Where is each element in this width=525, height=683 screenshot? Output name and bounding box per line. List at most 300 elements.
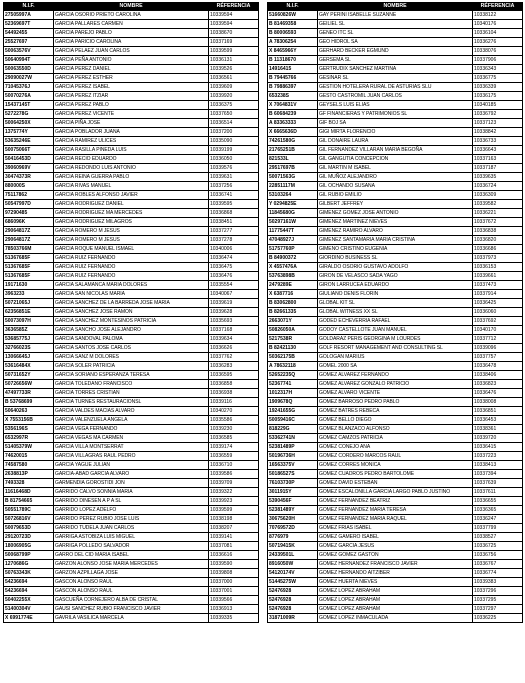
- reference-cell: 10336476: [473, 389, 523, 398]
- nif-cell: 21765251B: [268, 146, 318, 155]
- table-row: [4, 524, 259, 533]
- reference-cell: 10336343: [473, 65, 523, 74]
- name-cell: GARZON ALONSO JOSE MARIA MERCEDES: [54, 560, 209, 569]
- nif-cell: B 60684239: [268, 110, 318, 119]
- nif-header: N.I.F.: [268, 3, 318, 11]
- table-row: [4, 146, 259, 155]
- name-cell: GF FINANCIERAS Y PATRIMONIOS SL: [318, 110, 473, 119]
- name-cell: GOMEZ ALVAREZ GONZALO PATRICIO: [318, 380, 473, 389]
- name-cell: GARMENDIA GOROSTIDI JON: [54, 479, 209, 488]
- name-cell: GERSEMA SL: [318, 56, 473, 65]
- table-row: [268, 443, 523, 452]
- reference-cell: 10337256: [209, 182, 259, 191]
- nif-cell: 53685775J: [4, 335, 54, 344]
- nif-cell: 50726816V: [4, 515, 54, 524]
- nif-cell: 31871009R: [268, 614, 318, 623]
- name-cell: GARCIA VEGAS MA CARMEN: [54, 434, 209, 443]
- table-row: [268, 263, 523, 272]
- reference-cell: 10339199: [209, 146, 259, 155]
- name-cell: GARCIA RODRIGUEZ MA MERCEDES: [54, 209, 209, 218]
- table-row: [268, 245, 523, 254]
- name-cell: GOLDARAZ PERIS GEORGINA M LOURDES: [318, 335, 473, 344]
- name-cell: GIL RUBIO EMILIO: [318, 191, 473, 200]
- nif-cell: B 81469358: [268, 20, 318, 29]
- reference-cell: 10340185: [473, 101, 523, 110]
- reference-cell: 10336820: [473, 236, 523, 245]
- table-row: [4, 605, 259, 614]
- name-cell: GIULIANO DENIS FLORIN: [318, 290, 473, 299]
- reference-cell: 10337672: [473, 218, 523, 227]
- nif-cell: 76103730P: [268, 479, 318, 488]
- table-row: [4, 533, 259, 542]
- name-cell: GOMEZ LOPEZ INMACULADA: [318, 614, 473, 623]
- table-row: [4, 560, 259, 569]
- reference-cell: 10337757: [473, 353, 523, 362]
- reference-cell: 10339661: [473, 272, 523, 281]
- reference-cell: 10338413: [473, 461, 523, 470]
- name-cell: GOMEZ ESCALONILLA GARCIA LARGO PABLO JUSTINO: [318, 488, 473, 497]
- table-row: [4, 569, 259, 578]
- table-row: [4, 479, 259, 488]
- name-cell: GARCIA RASILLA PINEDA LUIS: [54, 146, 209, 155]
- nif-cell: 47048927J: [268, 236, 318, 245]
- reference-cell: 10339709: [209, 479, 259, 488]
- table-row: [4, 470, 259, 479]
- table-row: [4, 416, 259, 425]
- nif-cell: 29064817Z: [4, 236, 54, 245]
- table-row: [4, 56, 259, 65]
- table-row: [4, 29, 259, 38]
- nif-cell: 29090027W: [4, 74, 54, 83]
- name-cell: GIL OCHANDO SUSANA: [318, 182, 473, 191]
- nif-cell: A 83363333: [268, 119, 318, 128]
- table-row: [268, 74, 523, 83]
- nif-cell: 3011915Y: [268, 488, 318, 497]
- name-cell: GARCIA TORRES CRISTIAN: [54, 389, 209, 398]
- table-row: [268, 173, 523, 182]
- table-row: [268, 578, 523, 587]
- name-cell: GOMEZ FERNANDEZ BEATRIZ: [318, 497, 473, 506]
- name-cell: GARCIA REDONDO LUIS ANTONIO: [54, 164, 209, 173]
- name-cell: GARCIA PIÑA JOSE: [54, 119, 209, 128]
- nif-cell: 50063550D: [4, 65, 54, 74]
- table-row: [268, 92, 523, 101]
- reference-cell: 10336595: [209, 371, 259, 380]
- nif-cell: 52652235Q: [268, 371, 318, 380]
- nif-cell: B 83062800: [268, 299, 318, 308]
- reference-cell: 10336050: [209, 155, 259, 164]
- table-row: [268, 209, 523, 218]
- table-row: [268, 119, 523, 128]
- reference-cell: 10339116: [209, 398, 259, 407]
- table-row: [4, 398, 259, 407]
- table-row: [268, 164, 523, 173]
- reference-cell: 10337277: [209, 227, 259, 236]
- name-cell: GARCIA PEREZ PABLO: [54, 101, 209, 110]
- table-row: [268, 299, 523, 308]
- name-cell: GIL MUÑOZ ALEJANDRO: [318, 173, 473, 182]
- name-cell: GARCIA OSORIO PRIETO CAROLINA: [54, 11, 209, 20]
- name-cell: GARRIDO CALVO SONNIA MARIA: [54, 488, 209, 497]
- nif-cell: B 82661335: [268, 308, 318, 317]
- reference-cell: 10337123: [473, 119, 523, 128]
- table-row: [4, 614, 259, 623]
- nif-cell: 51445275W: [268, 578, 318, 587]
- reference-cell: 10337692: [473, 317, 523, 326]
- table-row: [268, 569, 523, 578]
- nif-cell: 52476928: [268, 605, 318, 614]
- table-row: [268, 497, 523, 506]
- reference-cell: 10336247: [473, 515, 523, 524]
- table-row: [268, 344, 523, 353]
- name-cell: GODED ECHEVERRIA RAFAEL: [318, 317, 473, 326]
- nif-cell: 11845680G: [268, 209, 318, 218]
- table-row: [4, 191, 259, 200]
- table-row: [4, 101, 259, 110]
- name-cell: GODOY CASTELLOTE JUAN MANUEL: [318, 326, 473, 335]
- name-cell: GARCIA VILLA MONTSERRAT: [54, 443, 209, 452]
- name-cell: GOMEZ HERNANDEZ FRANCISCO JAVIER: [318, 560, 473, 569]
- reference-cell: 10337611: [473, 488, 523, 497]
- name-cell: GARCIA VALENZUELA ANGELA: [54, 416, 209, 425]
- name-cell: GOMEZ BARROSO PEDRO PABLO: [318, 398, 473, 407]
- table-row: [4, 11, 259, 20]
- name-cell: GEILIEL SL: [318, 20, 473, 29]
- reference-cell: 10336585: [209, 434, 259, 443]
- left-table-body: [4, 11, 259, 623]
- nif-cell: 54120174V: [268, 569, 318, 578]
- reference-cell: 10336733: [473, 137, 523, 146]
- table-row: [268, 272, 523, 281]
- nif-cell: 50731652Y: [4, 371, 54, 380]
- reference-cell: 10338076: [473, 47, 523, 56]
- nif-cell: 52476928: [268, 587, 318, 596]
- name-cell: GAY PERINI ISABELLE SUZANNE: [318, 11, 473, 20]
- name-cell: GARCIA-ABAD GARCIA ALVARO: [54, 470, 209, 479]
- left-column: [3, 2, 258, 623]
- reference-cell: 10335693: [209, 317, 259, 326]
- table-row: [268, 533, 523, 542]
- name-cell: GARCIA SANDOVAL PALOMA: [54, 335, 209, 344]
- table-row: [268, 506, 523, 515]
- reference-cell: 10339174: [209, 443, 259, 452]
- table-row: [268, 470, 523, 479]
- table-row: [268, 416, 523, 425]
- name-cell: GARCIA REINA GUERRA PABLO: [54, 173, 209, 182]
- reference-cell: 10339619: [209, 299, 259, 308]
- name-cell: GARCIA RUIZ FERNANDO: [54, 263, 209, 272]
- table-row: [268, 362, 523, 371]
- name-cell: GARRIDO LOPEZ ADELFO: [54, 506, 209, 515]
- reference-cell: 10338527: [473, 533, 523, 542]
- nif-cell: 3636585Z: [4, 326, 54, 335]
- name-cell: GOMEZ BATRES REBECA: [318, 407, 473, 416]
- table-row: [4, 47, 259, 56]
- nif-cell: 50079653D: [4, 524, 54, 533]
- table-row: [4, 407, 259, 416]
- left-table: [3, 2, 259, 623]
- nif-cell: 5356196S: [4, 425, 54, 434]
- table-row: [268, 38, 523, 47]
- name-cell: GARCIA RODRIGUEZ MILAGROS: [54, 218, 209, 227]
- nif-cell: 821533L: [268, 155, 318, 164]
- name-cell: GIL DONAIRE LAURA: [318, 137, 473, 146]
- name-cell: GOMEZ FERNANDEZ MARIA RAQUEL: [318, 515, 473, 524]
- name-cell: GARCIA SALAMANCA MARIA DOLORES: [54, 281, 209, 290]
- name-cell: GOMEZ HUERTA NIEVES: [318, 578, 473, 587]
- table-row: [4, 515, 259, 524]
- name-cell: GARCIA SORIANO ESPERANZA TERESA: [54, 371, 209, 380]
- nif-cell: 39060969V: [4, 164, 54, 173]
- reference-cell: 10336131: [209, 56, 259, 65]
- reference-cell: 10337297: [473, 605, 523, 614]
- reference-cell: 10336626: [209, 344, 259, 353]
- reference-cell: 10336559: [209, 452, 259, 461]
- name-cell: GIRALDO OSORIO GUSTAVO ADOLFO: [318, 263, 473, 272]
- name-cell: GASCON ALONSO RAUL: [54, 587, 209, 596]
- nif-cell: 5272278G: [4, 110, 54, 119]
- reference-cell: 10336774: [473, 569, 523, 578]
- reference-cell: 10336643: [473, 146, 523, 155]
- table-row: [268, 551, 523, 560]
- nif-cell: 50640994T: [4, 56, 54, 65]
- nif-cell: 51757760P: [268, 245, 318, 254]
- reference-cell: 10337639: [473, 479, 523, 488]
- reference-cell: 10337081: [209, 542, 259, 551]
- name-cell: GERHARD BECKER EGMUND: [318, 47, 473, 56]
- reference-cell: 10339582: [473, 200, 523, 209]
- table-row: [268, 83, 523, 92]
- reference-cell: 10337650: [209, 110, 259, 119]
- name-cell: GOMEL 2000 SA: [318, 362, 473, 371]
- reference-cell: 10338842: [473, 128, 523, 137]
- table-row: [4, 578, 259, 587]
- table-row: [4, 128, 259, 137]
- name-cell: GARRIGA ASTOBIZA LUIS MIGUEL: [54, 533, 209, 542]
- right-column: [267, 2, 522, 623]
- table-row: [4, 434, 259, 443]
- table-row: [268, 335, 523, 344]
- table-row: [268, 11, 523, 20]
- table-row: [4, 254, 259, 263]
- nif-cell: 6532997R: [4, 434, 54, 443]
- table-row: [4, 506, 259, 515]
- nif-cell: 1270686G: [4, 560, 54, 569]
- nif-cell: 51660826W: [268, 11, 318, 20]
- nif-cell: 880000S: [4, 182, 54, 191]
- table-row: [268, 56, 523, 65]
- table-row: [268, 614, 523, 623]
- reference-cell: 10336767: [473, 560, 523, 569]
- right-table: [267, 2, 523, 623]
- name-cell: GOMEZ CAMZOS PATRICIA: [318, 434, 473, 443]
- nif-cell: X 4557476A: [268, 263, 318, 272]
- table-row: [268, 308, 523, 317]
- name-cell: GIMENEZ RAMIRO ALVARO: [318, 227, 473, 236]
- reference-cell: 10337295: [473, 596, 523, 605]
- table-row: [4, 362, 259, 371]
- table-row: [268, 281, 523, 290]
- nif-cell: 25527697: [4, 38, 54, 47]
- reference-cell: 10339628: [209, 308, 259, 317]
- reference-cell: 10336938: [209, 389, 259, 398]
- name-header: NOMBRE: [318, 3, 473, 11]
- table-row: [4, 380, 259, 389]
- name-cell: GIMENEZ MARTINEZ NIEVES: [318, 218, 473, 227]
- table-row: [4, 236, 259, 245]
- name-cell: GIF BOJ SA: [318, 119, 473, 128]
- reference-cell: 10336221: [473, 209, 523, 218]
- reference-cell: 10340170: [473, 326, 523, 335]
- table-row: [268, 398, 523, 407]
- name-cell: GARCIA PEÑA ANTONIO: [54, 56, 209, 65]
- nif-cell: 52369697T: [4, 20, 54, 29]
- nif-cell: 18006905G: [4, 542, 54, 551]
- nif-cell: 5217538R: [268, 335, 318, 344]
- nif-cell: B 81754665: [4, 497, 54, 506]
- nif-cell: 50063576V: [4, 47, 54, 56]
- name-cell: GIL MARTIN M ISABEL: [318, 164, 473, 173]
- reference-cell: 10338451: [209, 218, 259, 227]
- name-cell: GARCIA RECIO EDUARDO: [54, 155, 209, 164]
- reference-cell: 10339594: [209, 20, 259, 29]
- table-row: [268, 560, 523, 569]
- reference-cell: 10337168: [209, 326, 259, 335]
- name-cell: GARCIA ROMERO M JESUS: [54, 227, 209, 236]
- table-row: [4, 164, 259, 173]
- table-row: [4, 263, 259, 272]
- reference-cell: 10337296: [473, 587, 523, 596]
- name-cell: GOMEZ BLANZACO ALFONSO: [318, 425, 473, 434]
- table-row: [268, 434, 523, 443]
- name-cell: GARCIA SANZ M DOLORES: [54, 353, 209, 362]
- table-row: [268, 515, 523, 524]
- reference-cell: 10336616: [209, 551, 259, 560]
- name-cell: GARRIGA POLLEDO SALVADOR: [54, 542, 209, 551]
- nif-cell: 51367685F: [4, 263, 54, 272]
- name-cell: GARCIA PELAEZ JUAN CARLOS: [54, 47, 209, 56]
- table-row: [268, 371, 523, 380]
- name-cell: GILBERT JEFFREY: [318, 200, 473, 209]
- reference-cell: 10339634: [209, 335, 259, 344]
- reference-cell: 10335586: [209, 416, 259, 425]
- nif-cell: 29120723D: [4, 533, 54, 542]
- nif-cell: 3963233: [4, 290, 54, 299]
- table-row: [268, 290, 523, 299]
- name-cell: GIRON LARRUCEA EDUARDO: [318, 281, 473, 290]
- reference-cell: 10336741: [209, 191, 259, 200]
- table-row: [4, 299, 259, 308]
- nif-cell: 53362741N: [268, 434, 318, 443]
- name-cell: GOMEZ CUADROS PEDRO BARTOLOME: [318, 470, 473, 479]
- nif-cell: 8916050W: [268, 560, 318, 569]
- nif-cell: B 80006593: [268, 29, 318, 38]
- name-cell: GIRON DE VELASCO SADA YAGO: [318, 272, 473, 281]
- table-row: [4, 371, 259, 380]
- reference-cell: 10338670: [209, 29, 259, 38]
- table-row: [268, 389, 523, 398]
- table-row: [4, 542, 259, 551]
- table-row: [268, 425, 523, 434]
- table-row: [268, 146, 523, 155]
- nif-cell: 686096K: [4, 218, 54, 227]
- nif-cell: 16563375V: [268, 461, 318, 470]
- reference-cell: 10336838: [473, 227, 523, 236]
- reference-cell: 10339599: [209, 506, 259, 515]
- name-cell: GOMEZ LOPEZ ABRAHAM: [318, 605, 473, 614]
- table-row: [268, 128, 523, 137]
- name-cell: GOMEZ ALVARO VICENTE: [318, 389, 473, 398]
- table-row: [4, 227, 259, 236]
- table-row: [4, 119, 259, 128]
- reference-cell: 10339599: [209, 47, 259, 56]
- reference-cell: 10336710: [209, 461, 259, 470]
- nif-cell: 1012317H: [268, 389, 318, 398]
- table-row: [268, 326, 523, 335]
- nif-cell: B 79445766: [268, 74, 318, 83]
- reference-cell: 10339335: [209, 614, 259, 623]
- reference-cell: 10335090: [209, 137, 259, 146]
- nif-cell: 51367685F: [4, 254, 54, 263]
- table-row: [4, 497, 259, 506]
- table-row: [268, 524, 523, 533]
- table-row: [4, 74, 259, 83]
- name-cell: GOMEZ GOMEZ GASTON: [318, 551, 473, 560]
- table-row: [4, 182, 259, 191]
- nif-cell: 50297161W: [268, 218, 318, 227]
- reference-cell: 10337200: [209, 128, 259, 137]
- table-row: [268, 317, 523, 326]
- nif-cell: 54236694: [4, 587, 54, 596]
- nif-cell: 1909678Q: [268, 398, 318, 407]
- nif-cell: 14916415: [268, 65, 318, 74]
- nif-cell: 30474373R: [4, 173, 54, 182]
- name-cell: GARCIA PAREJO PABLO: [54, 29, 209, 38]
- reference-cell: 10336476: [209, 272, 259, 281]
- name-cell: GOMEZ DAVID ESTEBAN: [318, 479, 473, 488]
- name-cell: GASCUEÑA CORNEJERO ALBA DE CRISTAL: [54, 596, 209, 605]
- table-row: [4, 38, 259, 47]
- nif-cell: 11775447T: [268, 227, 318, 236]
- table-row: [268, 461, 523, 470]
- reference-cell: 10336175: [473, 92, 523, 101]
- nif-cell: 50064250X: [4, 119, 54, 128]
- right-header-row: [268, 3, 523, 11]
- nif-cell: 54492455: [4, 29, 54, 38]
- nif-cell: 50763343K: [4, 569, 54, 578]
- reference-cell: 10336104: [473, 29, 523, 38]
- ref-header: RÉFERENCIA: [473, 3, 523, 11]
- name-cell: GARCIA PEREZ DANIEL: [54, 65, 209, 74]
- table-row: [268, 200, 523, 209]
- table-row: [268, 407, 523, 416]
- nif-cell: 50059416C: [268, 416, 318, 425]
- nif-cell: X 7553156B: [4, 416, 54, 425]
- table-row: [4, 461, 259, 470]
- table-row: [268, 101, 523, 110]
- reference-cell: 10336309: [473, 191, 523, 200]
- reference-cell: 10340270: [209, 407, 259, 416]
- nif-cell: 13066645J: [4, 353, 54, 362]
- nif-cell: 78503766M: [4, 245, 54, 254]
- table-row: [268, 254, 523, 263]
- reference-cell: 10337973: [473, 254, 523, 263]
- nif-cell: 818229G: [268, 425, 318, 434]
- name-cell: GOMEZ LOPEZ ABRAHAM: [318, 587, 473, 596]
- right-table-body: [268, 11, 523, 623]
- nif-cell: 47497733R: [4, 389, 54, 398]
- reference-cell: 10336823: [473, 380, 523, 389]
